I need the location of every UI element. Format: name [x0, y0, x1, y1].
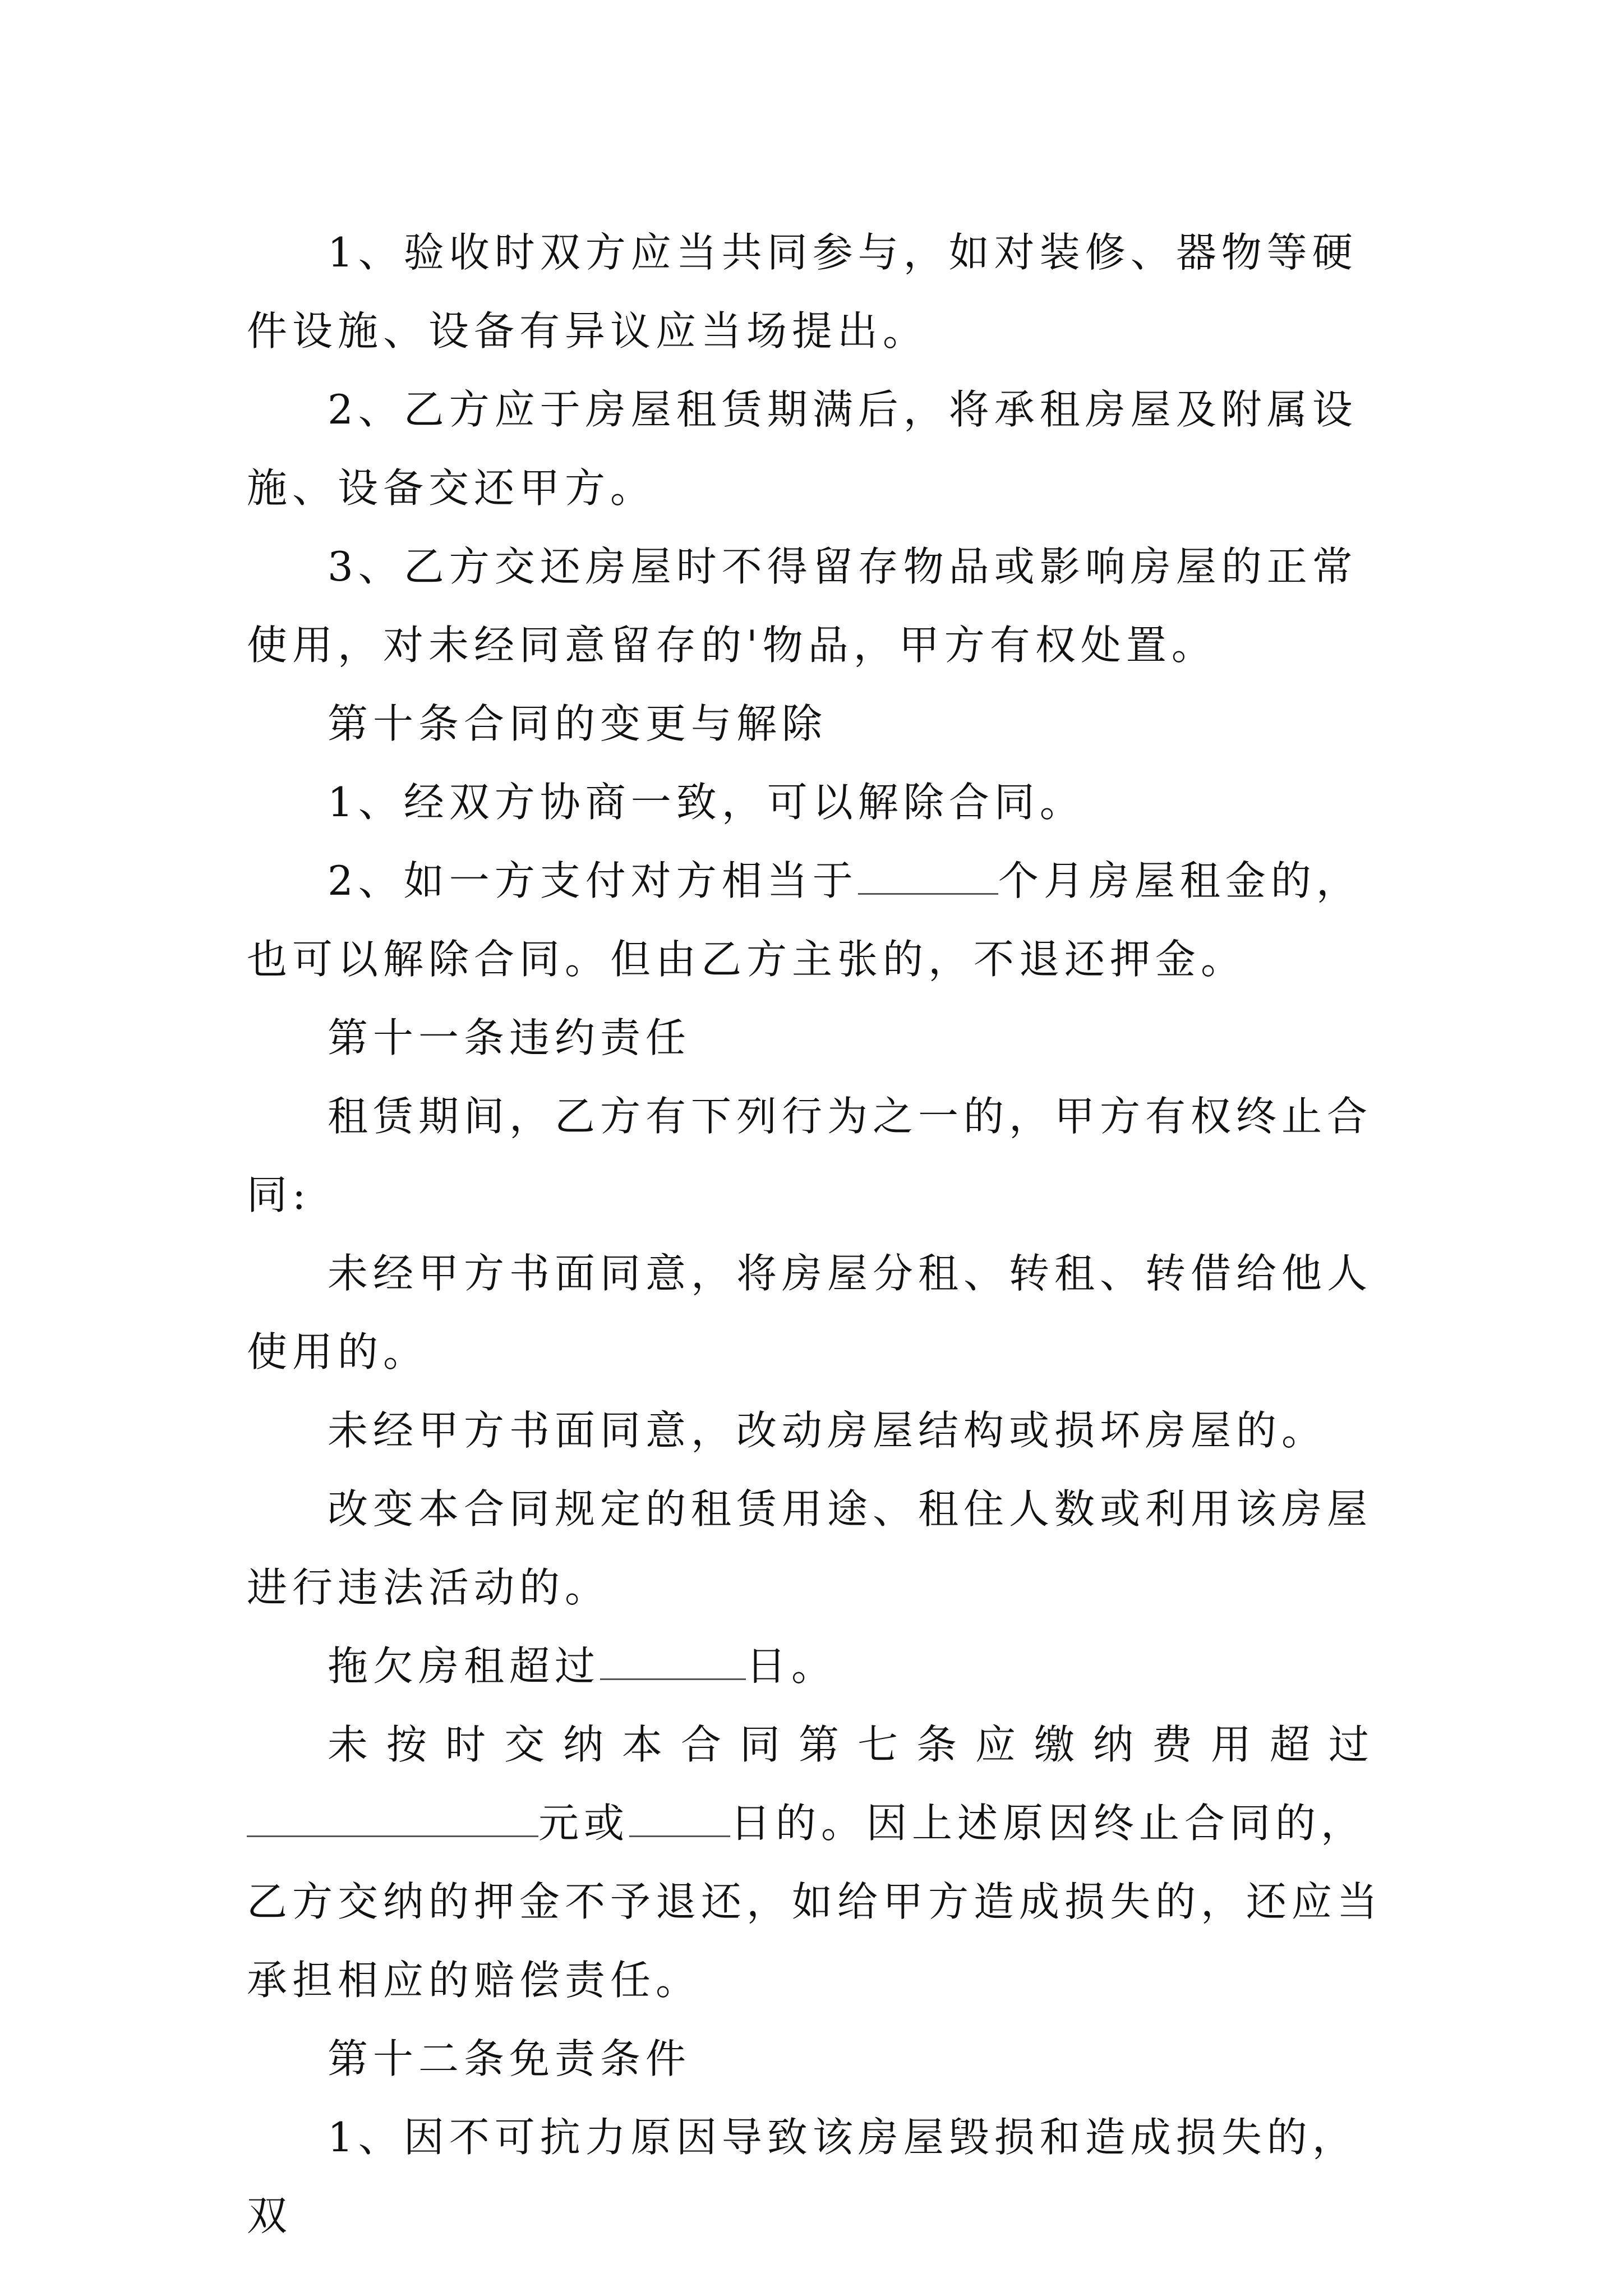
paragraph-structure-change: 未经甲方书面同意，改动房屋结构或损坏房屋的。 [328, 1407, 1327, 1454]
paragraph-fee-arrears-text-c: 日的。因上述原因终止合同的，乙方交纳的押金不予退还，如给甲方造成损失的，还应当承担相应的赔偿责任。 [247, 1800, 1383, 2004]
paragraph-rent-arrears-text-a: 拖欠房租超过 [328, 1642, 601, 1690]
article-12-heading: 第十二条免责条件 [328, 2035, 691, 2082]
paragraph-compensation-termination [247, 841, 1391, 999]
paragraph-fee-arrears-text-a: 未按时交纳本合同第七条应缴纳费用超过 [328, 1721, 1388, 1768]
paragraph-acceptance: 1、验收时双方应当共同参与，如对装修、器物等硬件设施、设备有异议应当场提出。 [247, 229, 1358, 355]
paragraph-force-majeure: 1、因不可抗力原因导致该房屋毁损和造成损失的，双 [247, 2114, 1358, 2239]
paragraph-compensation-text-b: 个月房屋租金的，也可以解除合同。但由乙方主张的，不退还押金。 [247, 857, 1362, 983]
paragraph-fee-arrears [247, 1705, 1391, 2019]
paragraph-no-items-left: 3、乙方交还房屋时不得留存物品或影响房屋的正常使用，对未经同意留存的'物品，甲方有权处置。 [247, 543, 1358, 669]
paragraph-rent-arrears [247, 1627, 1391, 1705]
document-text [247, 213, 1391, 2255]
article-11-heading: 第十一条违约责任 [328, 1014, 691, 1061]
days-blank [600, 1640, 746, 1680]
paragraph-illegal-use: 改变本合同规定的租赁用途、租住人数或利用该房屋进行违法活动的。 [247, 1485, 1373, 1611]
months-blank [858, 855, 998, 895]
article-10-heading: 第十条合同的变更与解除 [328, 700, 828, 747]
paragraph-fee-arrears-text-b: 元或 [538, 1800, 630, 1847]
paragraph-mutual-termination: 1、经双方协商一致，可以解除合同。 [328, 779, 1085, 826]
paragraph-termination-conditions: 租赁期间，乙方有下列行为之一的，甲方有权终止合同: [247, 1093, 1373, 1218]
fee-days-blank [629, 1797, 730, 1837]
amount-blank [247, 1797, 538, 1837]
paragraph-sublease: 未经甲方书面同意，将房屋分租、转租、转借给他人使用的。 [247, 1250, 1373, 1375]
paragraph-rent-arrears-text-b: 日。 [746, 1642, 837, 1690]
paragraph-compensation-text-a: 2、如一方支付对方相当于 [328, 857, 858, 904]
paragraph-return-property: 2、乙方应于房屋租赁期满后，将承租房屋及附属设施、设备交还甲方。 [247, 386, 1358, 512]
